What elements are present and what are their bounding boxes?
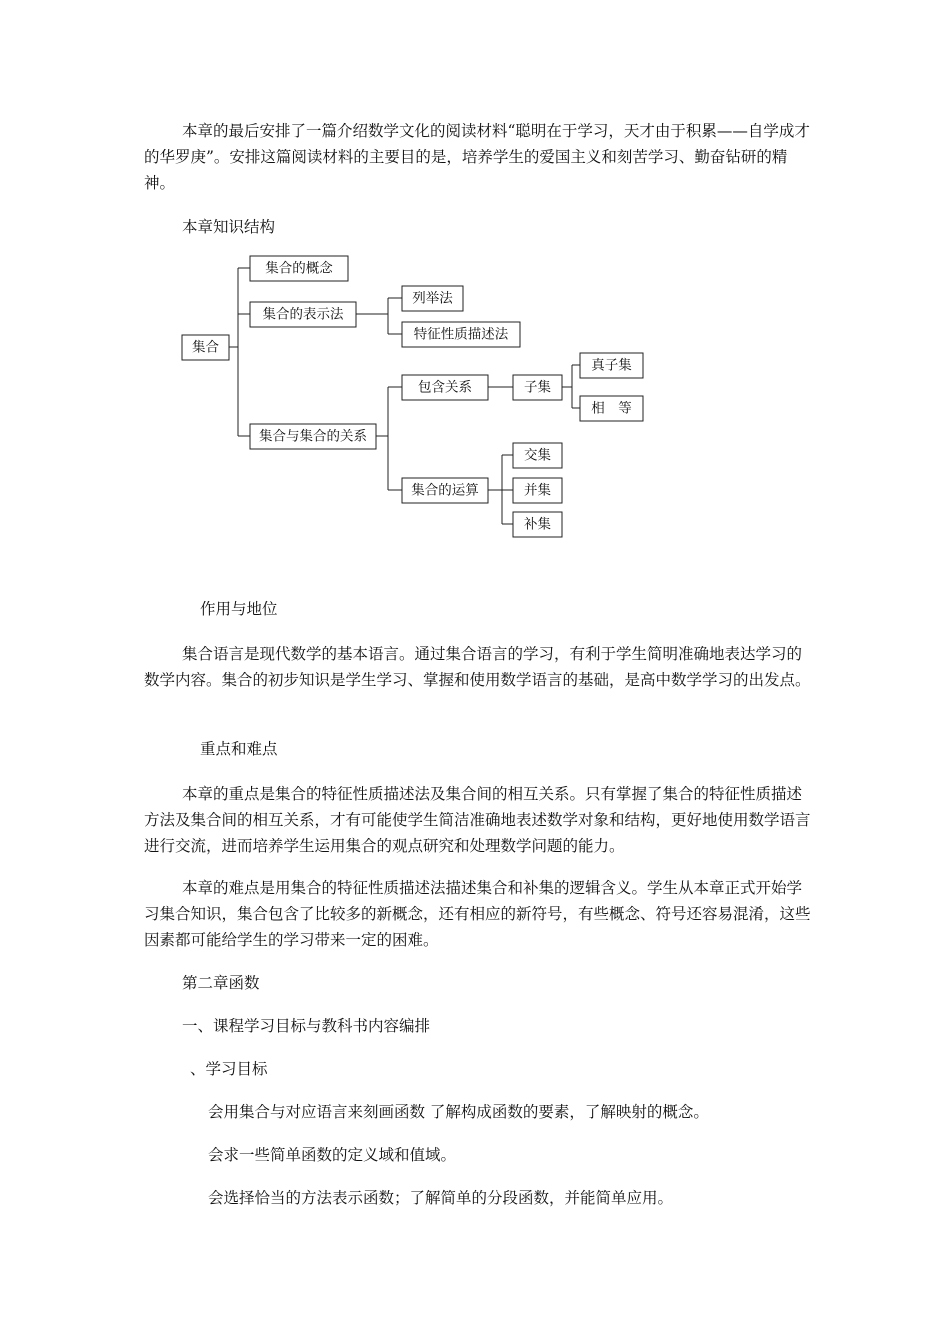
difficult-text: 本章的难点是用集合的特征性质描述法描述集合和补集的逻辑含义。学生从本章正式开始学习集合知识，集合包含了比较多的新概念，还有相应的新符号，有些概念、符号还容易混淆，这些因素都可能给学生的学习带来一定的困难。 [144, 879, 811, 949]
key-paragraph [144, 781, 812, 859]
node-proper-subset: 真子集 [591, 357, 632, 374]
intro-paragraph [144, 118, 812, 196]
knowledge-structure-diagram [170, 250, 670, 550]
node-union: 并集 [524, 482, 551, 499]
intro-text: 本章的最后安排了一篇介绍数学文化的阅读材料“聪明在于学习，天才由于积累——自学成才的华罗庚”。安排这篇阅读材料的主要目的是，培养学生的爱国主义和刻苦学习、勤奋钻研的精神。 [144, 122, 810, 192]
node-representation: 集合的表示法 [262, 306, 344, 323]
node-relation: 集合与集合的关系 [259, 428, 367, 445]
node-intersection: 交集 [524, 447, 551, 464]
role-paragraph [144, 641, 812, 693]
goal-item: 会选择恰当的方法表示函数；了解简单的分段函数，并能简单应用。 [208, 1189, 674, 1207]
section1-heading: 一、课程学习目标与教科书内容编排 [182, 1017, 431, 1035]
role-heading: 作用与地位 [200, 600, 278, 618]
node-complement: 补集 [524, 516, 551, 533]
node-inclusion: 包含关系 [418, 379, 472, 396]
role-text: 集合语言是现代数学的基本语言。通过集合语言的学习，有利于学生简明准确地表达学习的数学内容。集合的初步知识是学生学习、掌握和使用数学语言的基础，是高中数学学习的出发点。 [144, 645, 811, 689]
difficult-paragraph [144, 875, 812, 953]
node-concept: 集合的概念 [265, 260, 333, 277]
node-enumeration: 列举法 [412, 290, 453, 307]
node-equal: 相 等 [591, 400, 632, 417]
goal-item: 会求一些简单函数的定义域和值域。 [208, 1146, 457, 1164]
key-difficult-heading: 重点和难点 [200, 740, 278, 758]
chapter2-heading: 第二章函数 [182, 974, 260, 992]
node-description: 特征性质描述法 [413, 326, 509, 343]
knowledge-structure-heading: 本章知识结构 [182, 218, 276, 236]
goal-item: 会用集合与对应语言来刻画函数 了解构成函数的要素，了解映射的概念。 [208, 1103, 709, 1121]
goals-heading: 、学习目标 [190, 1060, 268, 1078]
node-operation: 集合的运算 [411, 482, 479, 499]
node-root: 集合 [192, 339, 219, 356]
key-text: 本章的重点是集合的特征性质描述法及集合间的相互关系。只有掌握了集合的特征性质描述方法及集合间的相互关系，才有可能使学生简洁准确地表述数学对象和结构，更好地使用数学语言进行交流，进而培养学生运用集合的观点研究和处理数学问题的能力。 [144, 785, 811, 855]
node-subset: 子集 [524, 379, 551, 396]
